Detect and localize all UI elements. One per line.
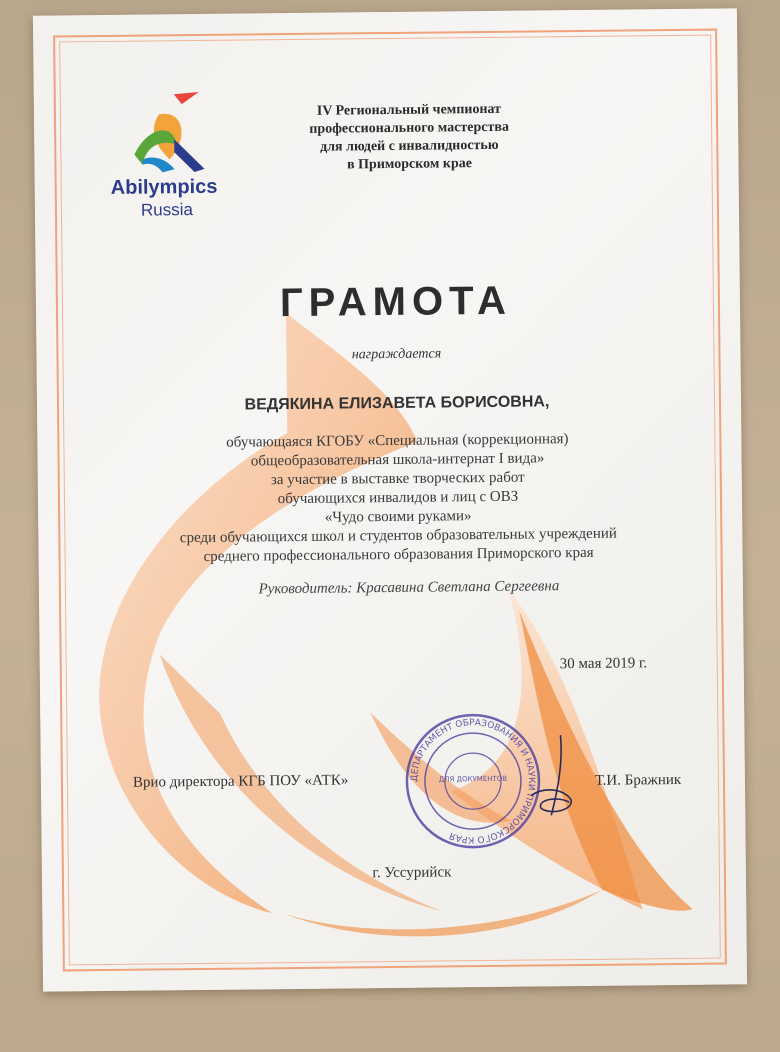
- supervisor-line: Руководитель: Красавина Светлана Сергеевна: [258, 578, 560, 598]
- director-signature: [510, 730, 601, 831]
- awarded-label: награждается: [351, 346, 442, 363]
- stamp-ring-text: ДЕПАРТАМЕНТ ОБРАЗОВАНИЯ И НАУКИ ПРИМОРСКОГО КРАЯ: [409, 718, 536, 845]
- certificate-title: ГРАМОТА: [279, 278, 513, 326]
- award-description: [127, 429, 668, 568]
- description-line: обучающихся инвалидов и лиц с ОВЗ: [277, 488, 519, 508]
- header-line: для людей с инвалидностью: [320, 137, 499, 155]
- header-line: профессионального мастерства: [309, 119, 509, 137]
- recipient-name: ВЕДЯКИНА ЕЛИЗАВЕТА БОРИСОВНА,: [244, 393, 550, 414]
- logo-country: Russia: [140, 200, 194, 220]
- issue-date: 30 мая 2019 г.: [559, 655, 648, 673]
- certificate-sheet: [33, 8, 747, 991]
- director-name: Т.И. Бражник: [594, 771, 682, 789]
- description-line: за участие в выставке творческих работ: [270, 469, 525, 489]
- header-line: в Приморском крае: [346, 156, 472, 173]
- description-line: «Чудо своими руками»: [324, 508, 472, 526]
- description-line: обучающаяся КГОБУ «Специальная (коррекционная): [226, 431, 569, 451]
- issue-city: г. Уссурийск: [372, 864, 452, 882]
- description-line: среднего профессионального образования Приморского края: [203, 544, 594, 565]
- director-title: Врио директора КГБ ПОУ «АТК»: [132, 772, 349, 791]
- stamp-center-text: ДЛЯ ДОКУМЕНТОВ: [438, 774, 508, 784]
- championship-header: [264, 100, 555, 175]
- description-line: общеобразовательная школа-интернат I вида»: [250, 450, 545, 470]
- header-line: IV Региональный чемпионат: [316, 101, 502, 119]
- description-line: среди обучающихся школ и студентов образовательных учреждений: [179, 525, 617, 547]
- logo-wordmark: Abilympics: [110, 175, 218, 199]
